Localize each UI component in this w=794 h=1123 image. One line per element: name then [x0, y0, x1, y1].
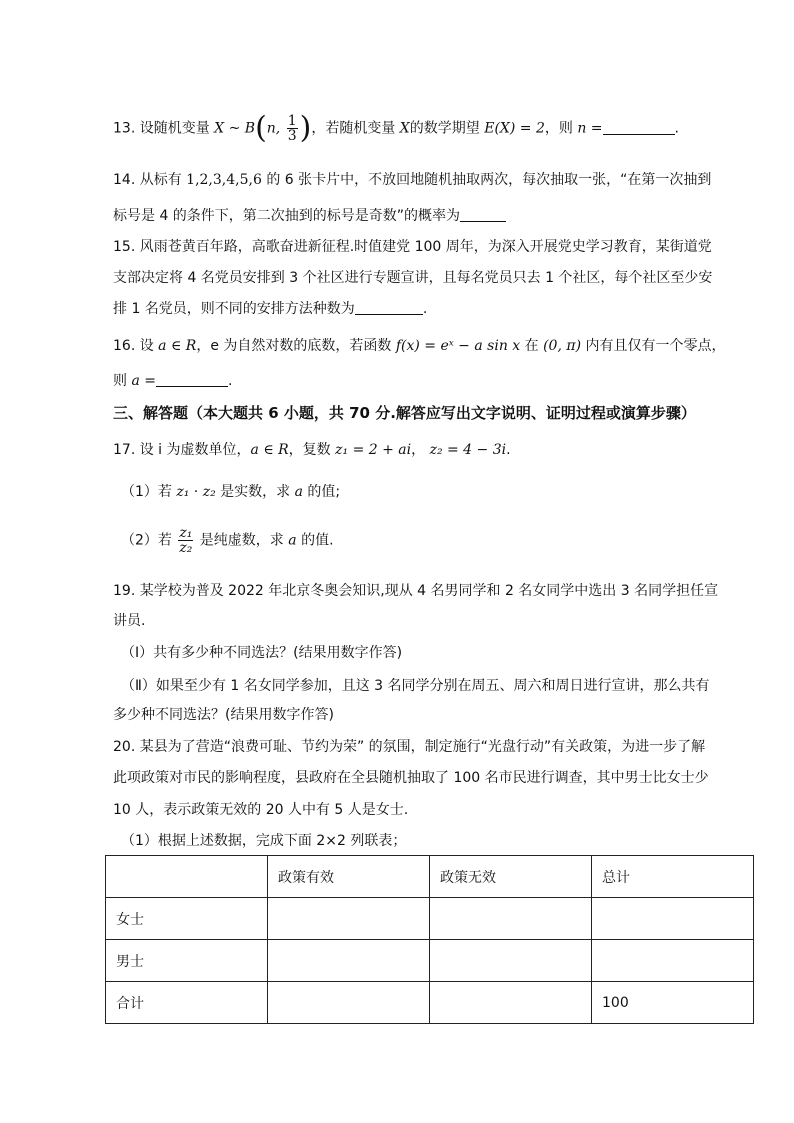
math-expression: E(X) = 2 [484, 120, 545, 137]
question-13 [113, 110, 679, 146]
table-cell [430, 898, 592, 940]
question-19-line-2 [113, 611, 145, 631]
question-text: 则 [113, 373, 132, 389]
question-text: . [422, 301, 428, 317]
math-expression: a [294, 484, 303, 500]
table-cell [268, 898, 430, 940]
question-17 [113, 440, 511, 460]
table-cell [592, 898, 754, 940]
answer-blank [603, 120, 675, 135]
question-text: 内有且仅有一个零点， [581, 338, 726, 354]
table-header-cell: 总计 [592, 856, 754, 898]
question-number: 13. [113, 120, 140, 137]
table-row [106, 898, 754, 940]
math-expression: a ∈ R [250, 442, 289, 458]
table-cell [268, 940, 430, 982]
question-text: 17. 设 i 为虚数单位， [113, 442, 251, 458]
math-expression: X ~ B [214, 120, 256, 137]
question-text: 10 人，表示政策无效的 20 人中有 5 人是女士. [113, 802, 409, 818]
answer-blank [460, 207, 506, 222]
contingency-table [105, 855, 754, 1024]
question-text: 的 6 张卡片中，不放回地随机抽取两次，每次抽取一张，“在第一次抽到 [261, 172, 712, 188]
table-row-label: 合计 [106, 982, 268, 1024]
question-19-part-2-line-1 [121, 676, 710, 696]
table-cell [592, 940, 754, 982]
question-text: ， [411, 442, 430, 458]
fraction-denominator: z₂ [179, 540, 193, 556]
question-14-line-2 [113, 206, 506, 226]
table-row-label: 女士 [106, 898, 268, 940]
table-row [106, 940, 754, 982]
question-16-line-1 [113, 336, 725, 356]
table-row-label: 男士 [106, 940, 268, 982]
fraction-numerator: z₁ [179, 525, 193, 541]
math-expression: z₁ = 2 + ai [335, 442, 412, 458]
question-text: （1）若 [121, 484, 177, 500]
question-text: 的值. [296, 532, 334, 549]
section-heading [113, 403, 696, 423]
question-text: （2）若 [121, 532, 177, 549]
question-17-part-2 [121, 526, 334, 555]
math-expression: n, [266, 120, 285, 137]
question-text: . [674, 120, 679, 137]
question-text: 讲员. [113, 613, 146, 629]
question-19-part-1 [121, 643, 402, 663]
question-20-line-3 [113, 800, 408, 820]
fraction-numerator: 1 [287, 113, 297, 129]
fraction [178, 526, 193, 555]
right-paren: ) [299, 110, 312, 146]
question-text: . [506, 442, 511, 458]
question-text: ，若随机变量 [311, 120, 400, 137]
answer-blank [355, 300, 423, 315]
question-text: 多少种不同选法？(结果用数字作答) [113, 707, 334, 723]
question-text: （Ⅱ）如果至少有 1 名女同学参加，且这 3 名同学分别在周五、周六和周日进行宣讲，那么共有 [121, 678, 710, 694]
table-header-cell [106, 856, 268, 898]
math-expression: X [399, 120, 410, 137]
question-text: 在 [520, 338, 544, 354]
math-expression: (0, π) [543, 338, 582, 354]
question-text: 排 1 名党员，则不同的安排方法种数为 [113, 301, 355, 317]
math-expression: z₂ = 4 − 3i [429, 442, 507, 458]
math-expression: a = [131, 373, 156, 389]
question-text: （Ⅰ）共有多少种不同选法？(结果用数字作答) [121, 645, 403, 661]
question-19-line-1 [113, 581, 718, 601]
table-cell [430, 940, 592, 982]
math-expression: 1,2,3,4,5,6 [186, 172, 262, 188]
question-text: 此项政策对市民的影响程度，县政府在全县随机抽取了 100 名市民进行调查，其中男士比女士少 [113, 770, 709, 786]
question-text: ，e 为自然对数的底数，若函数 [196, 338, 396, 354]
question-text: 是实数，求 [215, 484, 295, 500]
question-15-line-1 [113, 237, 712, 257]
question-text: . [227, 373, 233, 389]
math-expression: z₁ · z₂ [176, 484, 216, 500]
table-header-cell: 政策有效 [268, 856, 430, 898]
table-cell [268, 982, 430, 1024]
fraction [287, 114, 298, 143]
table-header-row [106, 856, 754, 898]
table-cell [430, 982, 592, 1024]
question-text: 15. 风雨苍黄百年路，高歌奋进新征程.时值建党 100 周年，为深入开展党史学习教育，某街道党 [113, 239, 712, 255]
question-14-line-1 [113, 170, 711, 190]
question-16-line-2 [113, 371, 232, 391]
question-15-line-3 [113, 299, 427, 319]
question-text: （1）根据上述数据，完成下面 2×2 列联表； [121, 833, 407, 849]
question-text: 支部决定将 4 名党员安排到 3 个社区进行专题宣讲，且每名党员只去 1 个社区，每个社区至少安 [113, 270, 713, 286]
question-text: ，复数 [288, 442, 336, 458]
question-text: 的数学期望 [409, 120, 485, 137]
question-19-part-2-line-2 [113, 705, 334, 725]
question-text: 14. 从标有 [113, 172, 187, 188]
question-text: 16. 设 [113, 338, 159, 354]
question-20-line-1 [113, 737, 705, 757]
answer-blank [156, 372, 228, 387]
math-expression: a [288, 532, 297, 549]
fraction-denominator: 3 [287, 128, 297, 144]
question-20-part-1 [121, 831, 406, 851]
question-text: 19. 某学校为普及 2022 年北京冬奥会知识,现从 4 名男同学和 2 名女同学中选出 3 名同学担任宣 [113, 583, 719, 599]
math-expression: a ∈ R [158, 338, 197, 354]
question-text: 标号是 4 的条件下，第二次抽到的标号是奇数”的概率为 [113, 208, 461, 224]
question-text: ，则 [544, 120, 578, 137]
math-expression: f(x) = eˣ − a sin x [395, 338, 521, 354]
question-text: 设随机变量 [139, 120, 215, 137]
table-header-cell: 政策无效 [430, 856, 592, 898]
question-20-line-2 [113, 768, 709, 788]
math-expression: n = [577, 120, 603, 137]
table-cell: 100 [592, 982, 754, 1024]
question-text: 是纯虚数，求 [195, 532, 289, 549]
table-row [106, 982, 754, 1024]
question-15-line-2 [113, 268, 712, 288]
section-title: 三、解答题（本大题共 6 小题，共 70 分.解答应写出文字说明、证明过程或演算步骤） [113, 404, 696, 422]
question-text: 20. 某县为了营造“浪费可耻、节约为荣” 的氛围，制定施行“光盘行动”有关政策，为进一步了解 [113, 739, 706, 755]
question-17-part-1 [121, 482, 340, 502]
question-text: 的值; [302, 484, 341, 500]
left-paren: ( [255, 110, 267, 146]
